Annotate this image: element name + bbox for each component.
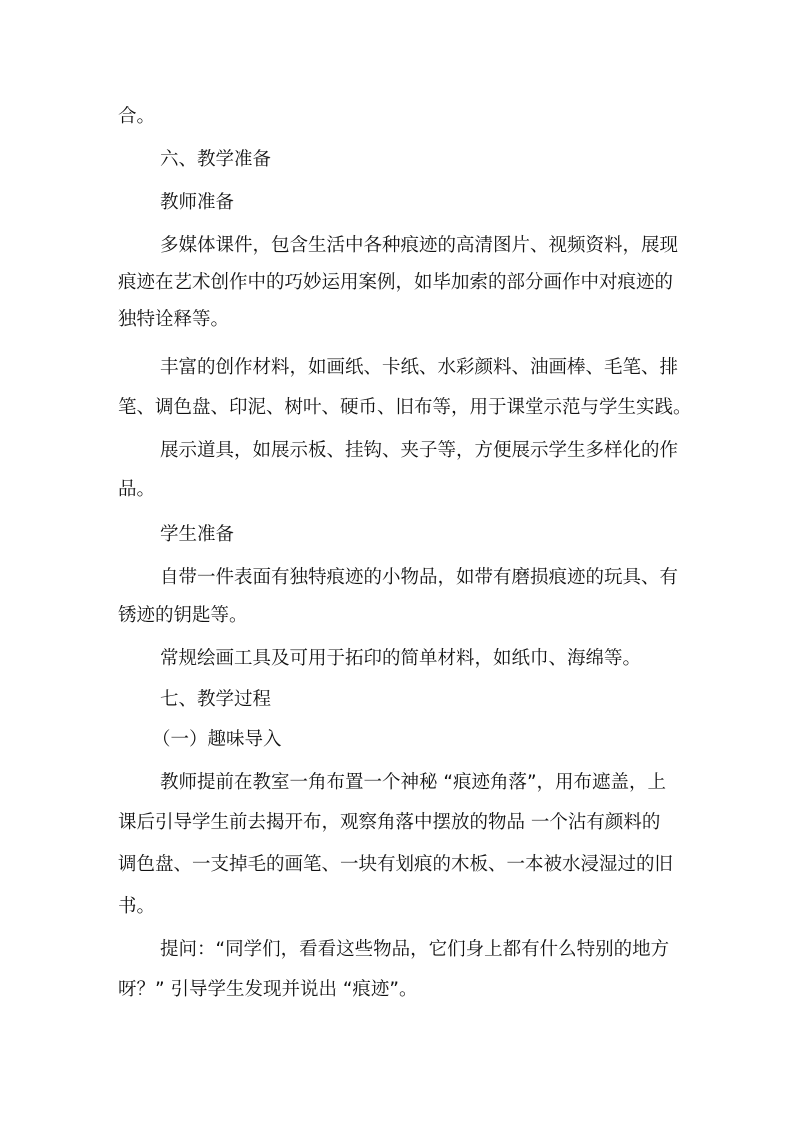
text-line: 多媒体课件，包含生活中各种痕迹的高清图片、视频资料，展现 — [160, 235, 679, 256]
text-line: 常规绘画工具及可用于拓印的简单材料，如纸巾、海绵等。 — [160, 648, 642, 669]
text-line: 调色盘、一支掉毛的画笔、一块有划痕的木板、一本被水浸湿过的旧 — [118, 854, 674, 875]
text-line: 品。 — [118, 479, 156, 500]
text-line: 锈迹的钥匙等。 — [118, 605, 248, 626]
section-heading-six: 六、教学准备 — [160, 149, 272, 170]
text-line: 痕迹在艺术创作中的巧妙运用案例，如毕加索的部分画作中对痕迹的 — [118, 272, 674, 293]
subheading-teacher-prep: 教师准备 — [160, 192, 235, 213]
subheading-student-prep: 学生准备 — [160, 524, 235, 545]
text-line: 展示道具，如展示板、挂钩、夹子等，方便展示学生多样化的作 — [160, 440, 679, 461]
subheading-fun-intro: （一）趣味导入 — [152, 729, 282, 750]
text-line: 课后引导学生前去揭开布，观察角落中摆放的物品 一个沾有颜料的 — [118, 812, 661, 833]
text-line: 呀？” 引导学生发现并说出 “痕迹”。 — [118, 979, 418, 1000]
text-line: 合。 — [118, 106, 156, 127]
text-line: 书。 — [118, 896, 156, 917]
section-heading-seven: 七、教学过程 — [160, 689, 272, 710]
text-line: 独特诠释等。 — [118, 309, 230, 330]
text-line: 自带一件表面有独特痕迹的小物品，如带有磨损痕迹的玩具、有 — [160, 567, 679, 588]
text-line: 笔、调色盘、印泥、树叶、硬币、旧布等，用于课堂示范与学生实践。 — [118, 397, 692, 418]
text-line: 教师提前在教室一角布置一个神秘 “痕迹角落”，用布遮盖，上 — [160, 772, 667, 793]
text-line: 丰富的创作材料，如画纸、卡纸、水彩颜料、油画棒、毛笔、排 — [160, 357, 679, 378]
text-line: 提问：“同学们，看看这些物品，它们身上都有什么特别的地方 — [160, 939, 670, 960]
